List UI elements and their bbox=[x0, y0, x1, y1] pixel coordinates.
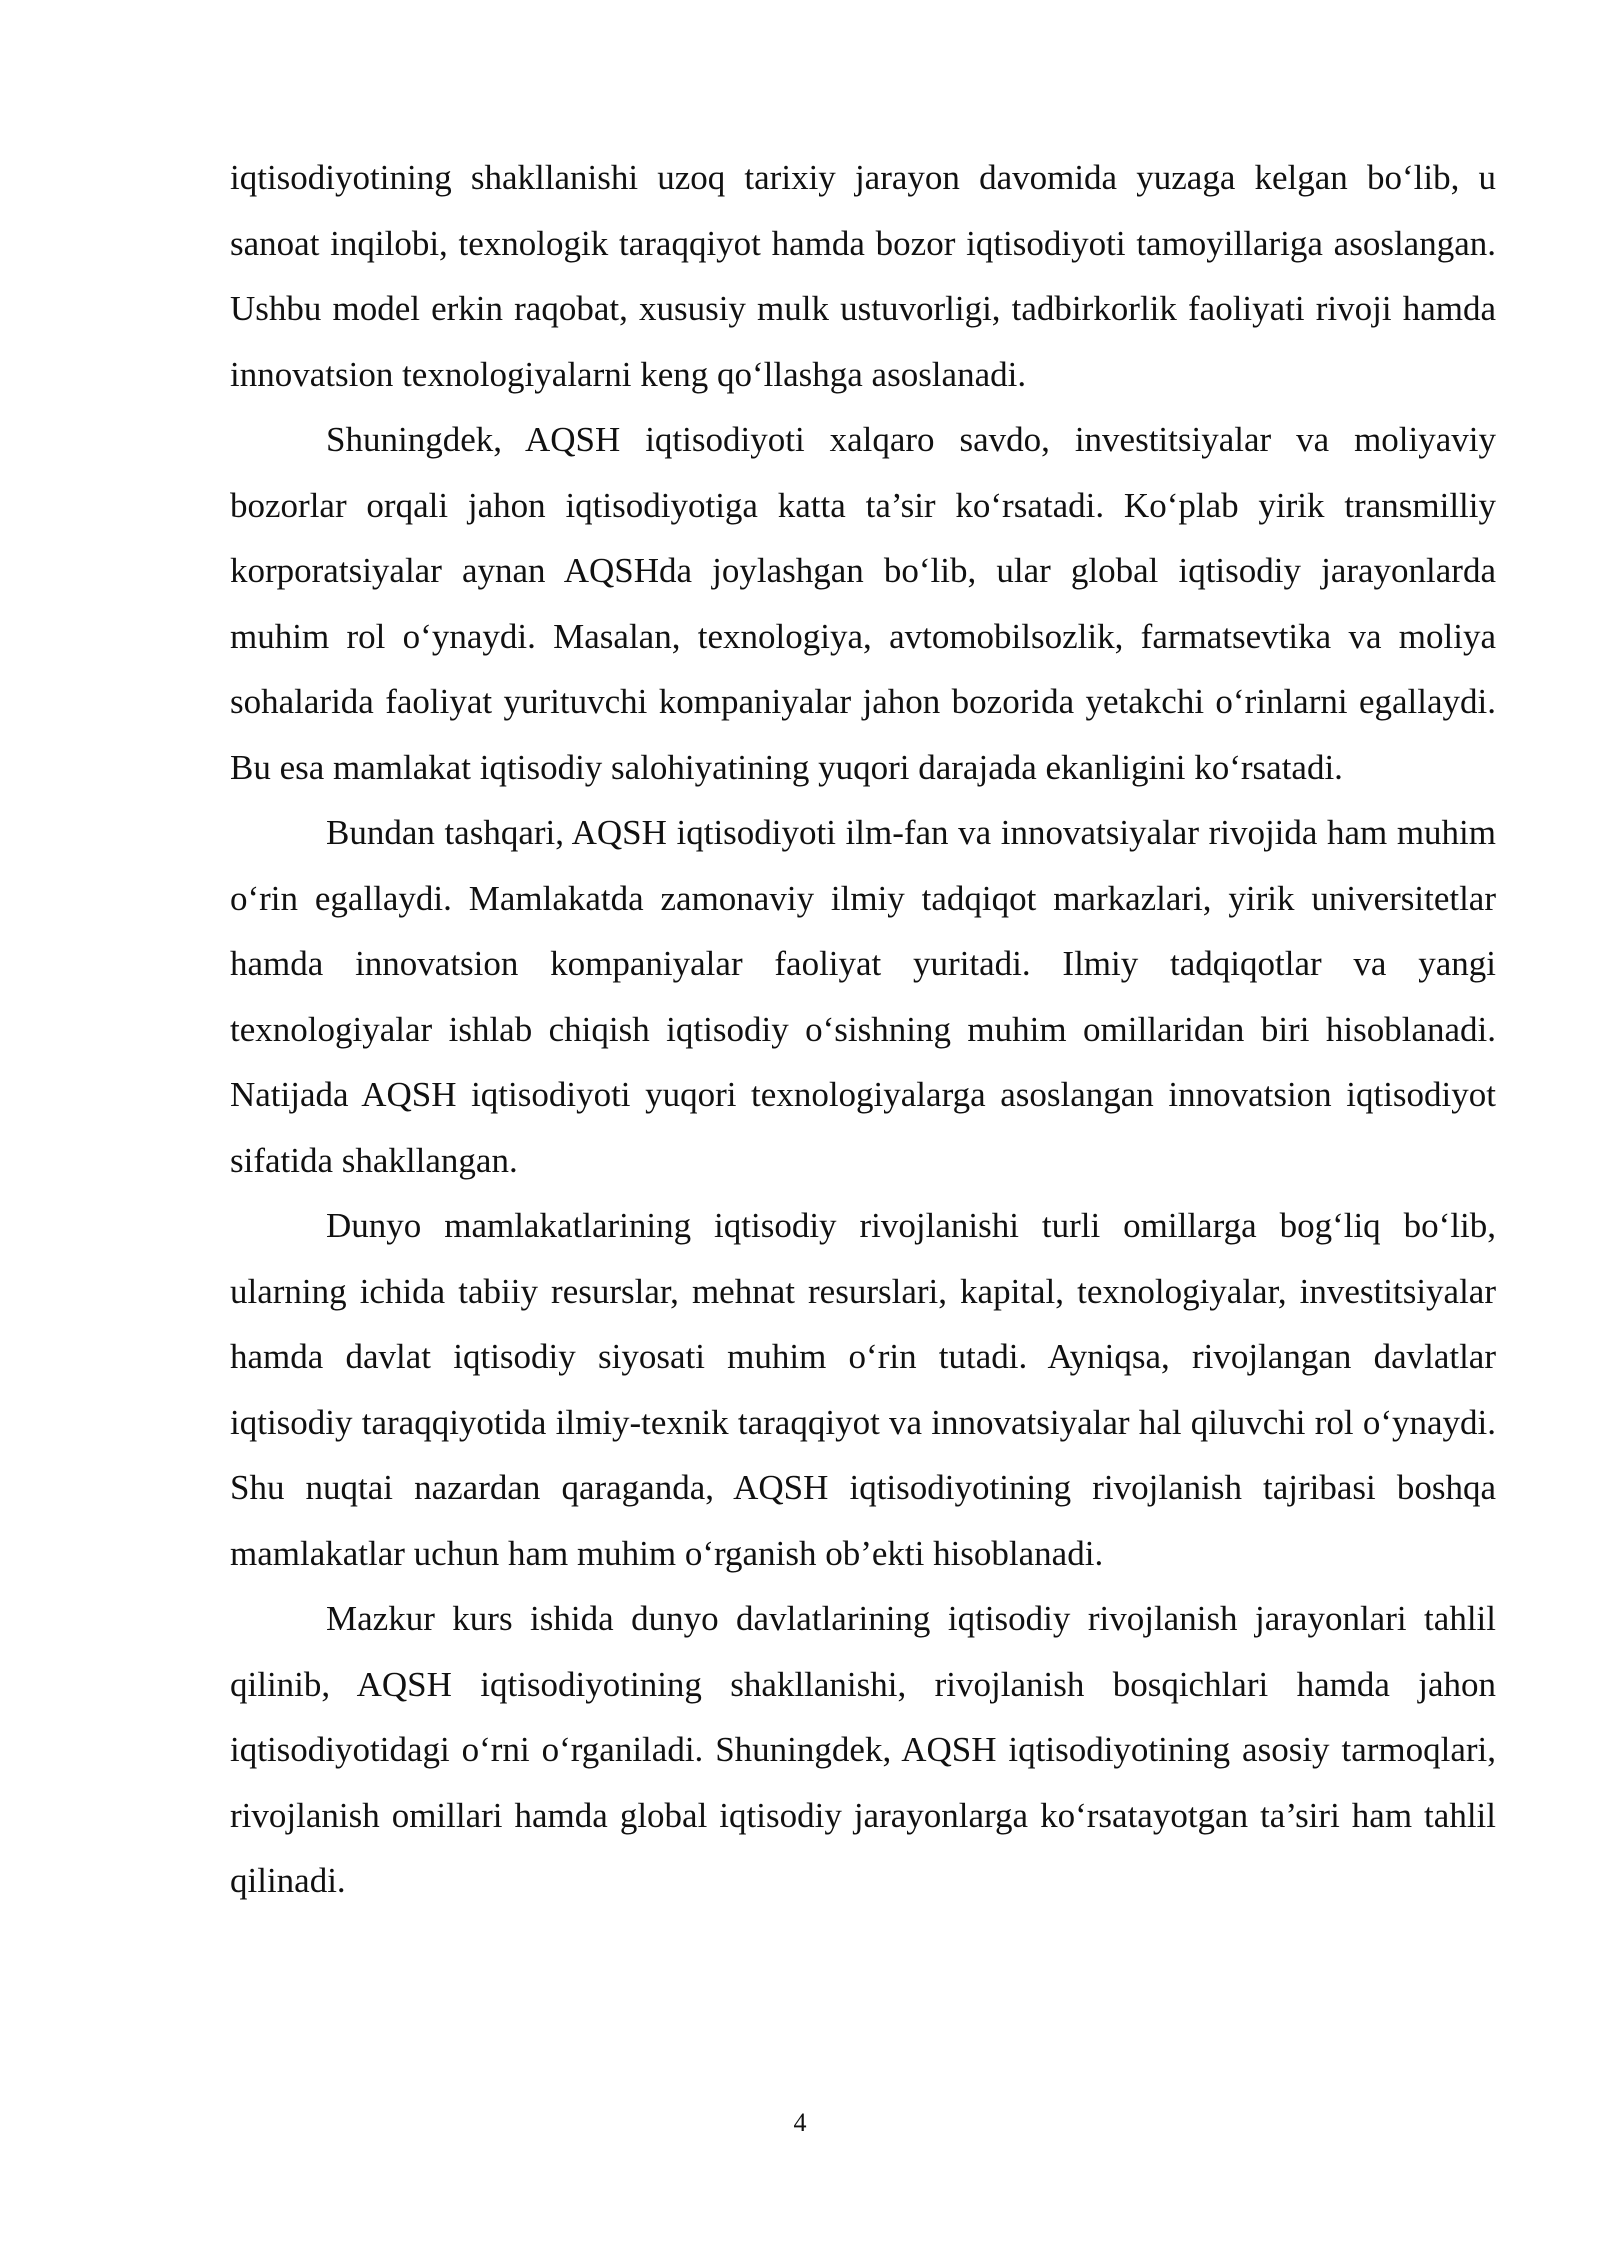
paragraph-course-work-scope: Mazkur kurs ishida dunyo davlatlarining iqtisodiy rivojlanish jarayonlari tahlil qilinib, AQSH iqtisodiyotining shakllanishi, rivojlanish bosqichlari hamda jahon iqtisodiyotidagi o‘rni o‘rganiladi. Shuningdek, AQSH iqtisodiyotining asosiy tarmoqlari, rivojlanish omillari hamda global iqtisodiy jarayonlarga ko‘rsatayotgan ta’siri ham tahlil qilinadi. bbox=[230, 1599, 1496, 1900]
page-body bbox=[230, 145, 1496, 1914]
paragraph-science-innovation: Bundan tashqari, AQSH iqtisodiyoti ilm-fan va innovatsiyalar rivojida ham muhim o‘rin egallaydi. Mamlakatda zamonaviy ilmiy tadqiqot markazlari, yirik universitetlar hamda innovatsion kompaniyalar faoliyat yuritadi. Ilmiy tadqiqotlar va yangi texnologiyalar ishlab chiqish iqtisodiy o‘sishning muhim omillaridan biri hisoblanadi. Natijada AQSH iqtisodiyoti yuqori texnologiyalarga asoslangan innovatsion iqtisodiyot sifatida shakllangan. bbox=[230, 813, 1496, 1180]
paragraph-international-influence: Shuningdek, AQSH iqtisodiyoti xalqaro savdo, investitsiyalar va moliyaviy bozorlar orqali jahon iqtisodiyotiga katta ta’sir ko‘rsatadi. Ko‘plab yirik transmilliy korporatsiyalar aynan AQSHda joylashgan bo‘lib, ular global iqtisodiy jarayonlarda muhim rol o‘ynaydi. Masalan, texnologiya, avtomobilsozlik, farmatsevtika va moliya sohalarida faoliyat yurituvchi kompaniyalar jahon bozorida yetakchi o‘rinlarni egallaydi. Bu esa mamlakat iqtisodiy salohiyatining yuqori darajada ekanligini ko‘rsatadi. bbox=[230, 420, 1496, 787]
page-number: 4 bbox=[793, 2108, 807, 2137]
paragraph-development-factors: Dunyo mamlakatlarining iqtisodiy rivojlanishi turli omillarga bog‘liq bo‘lib, ularning ichida tabiiy resurslar, mehnat resurslari, kapital, texnologiyalar, investitsiyalar hamda davlat iqtisodiy siyosati muhim o‘rin tutadi. Ayniqsa, rivojlangan davlatlar iqtisodiy taraqqiyotida ilmiy-texnik taraqqiyot va innovatsiyalar hal qiluvchi rol o‘ynaydi. Shu nuqtai nazardan qaraganda, AQSH iqtisodiyotining rivojlanish tajribasi boshqa mamlakatlar uchun ham muhim o‘rganish ob’ekti hisoblanadi. bbox=[230, 1206, 1496, 1573]
paragraph-continuation: iqtisodiyotining shakllanishi uzoq tarixiy jarayon davomida yuzaga kelgan bo‘lib, u sanoat inqilobi, texnologik taraqqiyot hamda bozor iqtisodiyoti tamoyillariga asoslangan. Ushbu model erkin raqobat, xususiy mulk ustuvorligi, tadbirkorlik faoliyati rivoji hamda innovatsion texnologiyalarni keng qo‘llashga asoslanadi. bbox=[230, 158, 1496, 394]
